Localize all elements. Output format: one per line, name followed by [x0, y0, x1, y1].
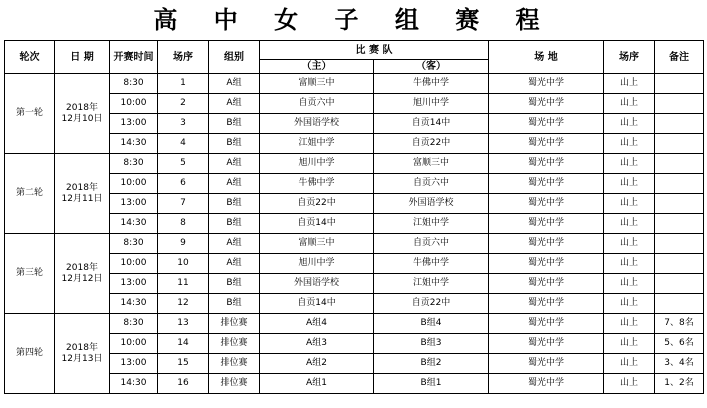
time-cell: 10:00	[110, 254, 158, 274]
time-cell: 10:00	[110, 94, 158, 114]
date-year: 2018年	[66, 182, 98, 193]
table-row	[5, 74, 704, 94]
home-team-cell: 自贡14中	[260, 214, 374, 234]
venue-cell: 蜀光中学	[489, 334, 604, 354]
court-cell: 山上	[604, 74, 655, 94]
home-team-cell: A组2	[260, 354, 374, 374]
group-cell: B组	[209, 274, 260, 294]
home-team-cell: 外国语学校	[260, 274, 374, 294]
match-no-cell: 8	[158, 214, 209, 234]
round-cell: 第二轮	[5, 154, 55, 234]
table-row	[5, 374, 704, 394]
note-cell	[655, 134, 704, 154]
away-team-cell: 自贡六中	[374, 234, 489, 254]
venue-cell: 蜀光中学	[489, 314, 604, 334]
venue-cell: 蜀光中学	[489, 154, 604, 174]
header-teams: 比 赛 队	[260, 41, 489, 60]
table-row	[5, 214, 704, 234]
away-team-cell: 自贡14中	[374, 114, 489, 134]
header-note: 备注	[655, 41, 704, 74]
header-group: 组别	[209, 41, 260, 74]
round-cell: 第一轮	[5, 74, 55, 154]
group-cell: B组	[209, 214, 260, 234]
time-cell: 14:30	[110, 214, 158, 234]
table-row	[5, 114, 704, 134]
note-cell: 5、6名	[655, 334, 704, 354]
date-year: 2018年	[66, 342, 98, 353]
date-cell	[55, 234, 110, 314]
match-no-cell: 14	[158, 334, 209, 354]
round-cell: 第三轮	[5, 234, 55, 314]
date-day: 12月13日	[61, 353, 103, 364]
court-cell: 山上	[604, 94, 655, 114]
table-row	[5, 334, 704, 354]
time-cell: 13:00	[110, 354, 158, 374]
group-cell: A组	[209, 94, 260, 114]
group-cell: A组	[209, 154, 260, 174]
venue-cell: 蜀光中学	[489, 94, 604, 114]
venue-cell: 蜀光中学	[489, 234, 604, 254]
venue-cell: 蜀光中学	[489, 134, 604, 154]
group-cell: 排位赛	[209, 354, 260, 374]
group-cell: 排位赛	[209, 334, 260, 354]
home-team-cell: 富顺三中	[260, 74, 374, 94]
time-cell: 14:30	[110, 374, 158, 394]
match-no-cell: 10	[158, 254, 209, 274]
home-team-cell: 江姐中学	[260, 134, 374, 154]
court-cell: 山上	[604, 254, 655, 274]
match-no-cell: 3	[158, 114, 209, 134]
note-cell	[655, 94, 704, 114]
home-team-cell: 富顺三中	[260, 234, 374, 254]
match-no-cell: 12	[158, 294, 209, 314]
court-cell: 山上	[604, 174, 655, 194]
home-team-cell: 牛佛中学	[260, 174, 374, 194]
court-cell: 山上	[604, 294, 655, 314]
date-day: 12月10日	[61, 113, 103, 124]
time-cell: 8:30	[110, 74, 158, 94]
group-cell: A组	[209, 174, 260, 194]
match-no-cell: 1	[158, 74, 209, 94]
match-no-cell: 16	[158, 374, 209, 394]
table-row	[5, 134, 704, 154]
court-cell: 山上	[604, 214, 655, 234]
away-team-cell: 牛佛中学	[374, 74, 489, 94]
group-cell: B组	[209, 134, 260, 154]
note-cell	[655, 154, 704, 174]
header-row	[5, 41, 704, 60]
court-cell: 山上	[604, 334, 655, 354]
away-team-cell: B组4	[374, 314, 489, 334]
date-cell	[55, 74, 110, 154]
table-row	[5, 314, 704, 334]
group-cell: B组	[209, 194, 260, 214]
match-no-cell: 2	[158, 94, 209, 114]
home-team-cell: 自贡22中	[260, 194, 374, 214]
note-cell	[655, 254, 704, 274]
venue-cell: 蜀光中学	[489, 354, 604, 374]
note-cell	[655, 74, 704, 94]
match-no-cell: 13	[158, 314, 209, 334]
table-row	[5, 154, 704, 174]
home-team-cell: 自贡14中	[260, 294, 374, 314]
time-cell: 10:00	[110, 334, 158, 354]
note-cell: 3、4名	[655, 354, 704, 374]
away-team-cell: B组2	[374, 354, 489, 374]
round-cell: 第四轮	[5, 314, 55, 394]
time-cell: 13:00	[110, 114, 158, 134]
away-team-cell: 牛佛中学	[374, 254, 489, 274]
table-row	[5, 194, 704, 214]
header-time: 开赛时间	[110, 41, 158, 74]
date-year: 2018年	[66, 262, 98, 273]
away-team-cell: B组1	[374, 374, 489, 394]
table-row	[5, 274, 704, 294]
away-team-cell: 自贡六中	[374, 174, 489, 194]
venue-cell: 蜀光中学	[489, 174, 604, 194]
court-cell: 山上	[604, 134, 655, 154]
venue-cell: 蜀光中学	[489, 194, 604, 214]
court-cell: 山上	[604, 114, 655, 134]
note-cell: 1、2名	[655, 374, 704, 394]
time-cell: 8:30	[110, 314, 158, 334]
away-team-cell: 富顺三中	[374, 154, 489, 174]
group-cell: A组	[209, 74, 260, 94]
match-no-cell: 11	[158, 274, 209, 294]
schedule-table	[4, 40, 704, 394]
away-team-cell: B组3	[374, 334, 489, 354]
group-cell: A组	[209, 254, 260, 274]
time-cell: 8:30	[110, 154, 158, 174]
time-cell: 14:30	[110, 134, 158, 154]
home-team-cell: A组1	[260, 374, 374, 394]
court-cell: 山上	[604, 314, 655, 334]
note-cell	[655, 114, 704, 134]
group-cell: A组	[209, 234, 260, 254]
match-no-cell: 6	[158, 174, 209, 194]
header-round: 轮次	[5, 41, 55, 74]
home-team-cell: A组4	[260, 314, 374, 334]
home-team-cell: 自贡六中	[260, 94, 374, 114]
date-day: 12月12日	[61, 273, 103, 284]
table-row	[5, 354, 704, 374]
header-venue: 场 地	[489, 41, 604, 74]
home-team-cell: 旭川中学	[260, 154, 374, 174]
match-no-cell: 7	[158, 194, 209, 214]
court-cell: 山上	[604, 354, 655, 374]
page-title: 高 中 女 子 组 赛 程	[153, 5, 554, 34]
home-team-cell: A组3	[260, 334, 374, 354]
date-year: 2018年	[66, 102, 98, 113]
group-cell: B组	[209, 294, 260, 314]
note-cell	[655, 274, 704, 294]
venue-cell: 蜀光中学	[489, 114, 604, 134]
table-row	[5, 94, 704, 114]
venue-cell: 蜀光中学	[489, 214, 604, 234]
venue-cell: 蜀光中学	[489, 74, 604, 94]
time-cell: 8:30	[110, 234, 158, 254]
venue-cell: 蜀光中学	[489, 294, 604, 314]
match-no-cell: 5	[158, 154, 209, 174]
away-team-cell: 旭川中学	[374, 94, 489, 114]
table-row	[5, 294, 704, 314]
table-row	[5, 254, 704, 274]
home-team-cell: 旭川中学	[260, 254, 374, 274]
time-cell: 14:30	[110, 294, 158, 314]
court-cell: 山上	[604, 274, 655, 294]
date-cell	[55, 154, 110, 234]
court-cell: 山上	[604, 234, 655, 254]
match-no-cell: 9	[158, 234, 209, 254]
court-cell: 山上	[604, 374, 655, 394]
note-cell	[655, 194, 704, 214]
header-home: （主）	[260, 60, 374, 74]
venue-cell: 蜀光中学	[489, 274, 604, 294]
note-cell	[655, 294, 704, 314]
court-cell: 山上	[604, 194, 655, 214]
time-cell: 13:00	[110, 274, 158, 294]
group-cell: 排位赛	[209, 314, 260, 334]
group-cell: 排位赛	[209, 374, 260, 394]
time-cell: 13:00	[110, 194, 158, 214]
venue-cell: 蜀光中学	[489, 374, 604, 394]
note-cell	[655, 234, 704, 254]
group-cell: B组	[209, 114, 260, 134]
header-date: 日 期	[55, 41, 110, 74]
venue-cell: 蜀光中学	[489, 254, 604, 274]
header-court: 场序	[604, 41, 655, 74]
away-team-cell: 外国语学校	[374, 194, 489, 214]
note-cell	[655, 214, 704, 234]
court-cell: 山上	[604, 154, 655, 174]
away-team-cell: 江姐中学	[374, 214, 489, 234]
away-team-cell: 江姐中学	[374, 274, 489, 294]
home-team-cell: 外国语学校	[260, 114, 374, 134]
time-cell: 10:00	[110, 174, 158, 194]
date-day: 12月11日	[61, 193, 103, 204]
match-no-cell: 4	[158, 134, 209, 154]
note-cell	[655, 174, 704, 194]
header-away: （客）	[374, 60, 489, 74]
table-row	[5, 174, 704, 194]
match-no-cell: 15	[158, 354, 209, 374]
date-cell	[55, 314, 110, 394]
away-team-cell: 自贡22中	[374, 134, 489, 154]
away-team-cell: 自贡22中	[374, 294, 489, 314]
note-cell: 7、8名	[655, 314, 704, 334]
header-match-no: 场序	[158, 41, 209, 74]
table-row	[5, 234, 704, 254]
